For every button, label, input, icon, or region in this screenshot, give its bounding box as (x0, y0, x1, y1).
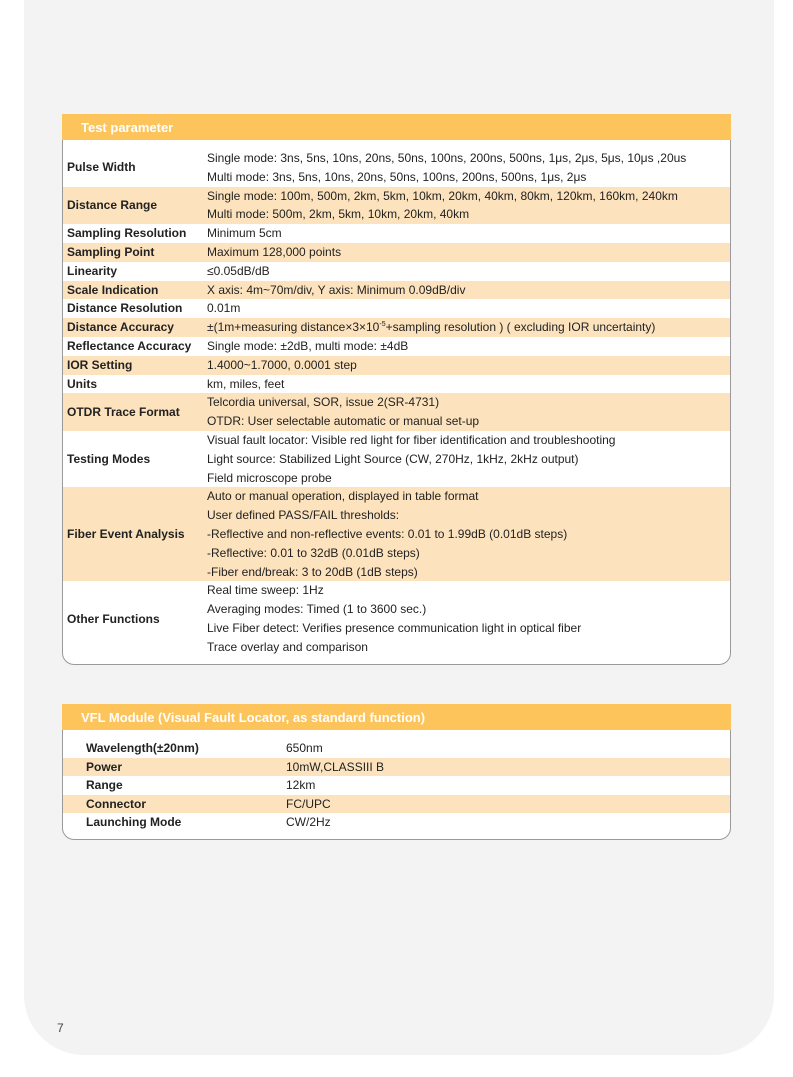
row-value-line: -Reflective and non-reflective events: 0.01 to 1.99dB (0.01dB steps) (207, 526, 568, 541)
table-row (63, 581, 730, 656)
row-label: Linearity (67, 263, 118, 278)
row-value: FC/UPC (286, 796, 331, 811)
row-label: Sampling Point (67, 244, 155, 259)
table-row (63, 776, 730, 795)
row-value-line: -Reflective: 0.01 to 32dB (0.01dB steps) (207, 545, 420, 560)
table-row (63, 224, 730, 243)
row-values (207, 337, 730, 356)
row-value-line: Maximum 128,000 points (207, 244, 342, 259)
row-values (207, 149, 730, 187)
table-row (63, 281, 730, 300)
row-value: 650nm (286, 741, 323, 755)
row-label: Range (86, 778, 123, 793)
row-values (207, 487, 730, 581)
test-parameter-header: Test parameter (62, 114, 731, 140)
row-value-line: OTDR: User selectable automatic or manual set-up (207, 414, 480, 429)
table-row (63, 243, 730, 262)
row-values (207, 299, 730, 318)
row-value-line: Light source: Stabilized Light Source (CW, 270Hz, 1kHz, 2kHz output) (207, 451, 579, 466)
row-value: 12km (286, 778, 316, 793)
row-label: Units (67, 376, 97, 391)
row-value-line: km, miles, feet (207, 376, 285, 391)
row-label: Wavelength(±20nm) (86, 741, 199, 755)
table-row (63, 318, 730, 337)
row-label: IOR Setting (67, 357, 133, 372)
accuracy-exponent: -5 (379, 321, 386, 329)
table-row (63, 431, 730, 487)
table-row (63, 487, 730, 581)
vfl-module-header: VFL Module (Visual Fault Locator, as standard function) (62, 704, 731, 730)
row-value-line: 1.4000~1.7000, 0.0001 step (207, 357, 357, 372)
row-value-line: Single mode: 100m, 500m, 2km, 5km, 10km, 20km, 40km, 80km, 120km, 160km, 240km (207, 188, 678, 203)
row-value-line: Averaging modes: Timed (1 to 3600 sec.) (207, 602, 427, 617)
accuracy-text-before: ±(1m+measuring distance×3×10 (207, 320, 380, 335)
table-row (63, 758, 730, 777)
row-value-line: User defined PASS/FAIL thresholds: (207, 508, 400, 523)
row-label: Launching Mode (86, 815, 182, 830)
row-value-line: Single mode: ±2dB, multi mode: ±4dB (207, 338, 409, 353)
table-row (63, 375, 730, 394)
row-value-line: ≤0.05dB/dB (207, 263, 270, 278)
test-parameter-rows (63, 140, 730, 657)
page-number: 7 (57, 1021, 64, 1035)
row-value: 10mW,CLASSIII B (286, 759, 385, 774)
row-label: Sampling Resolution (67, 226, 187, 241)
accuracy-text-after: +sampling resolution ) ( excluding IOR uncertainty) (385, 320, 656, 335)
row-value-line: Multi mode: 3ns, 5ns, 10ns, 20ns, 50ns, 100ns, 200ns, 500ns, 1μs, 2μs (207, 169, 587, 184)
row-label: Reflectance Accuracy (67, 338, 192, 353)
row-value-line: Auto or manual operation, displayed in table format (207, 489, 479, 504)
row-value-line: -Fiber end/break: 3 to 20dB (1dB steps) (207, 564, 418, 579)
row-label: Distance Range (67, 197, 158, 212)
table-row (63, 393, 730, 431)
row-values (207, 224, 730, 243)
table-row (63, 149, 730, 187)
row-values (207, 581, 730, 656)
table-row (63, 337, 730, 356)
vfl-module-table (62, 704, 731, 840)
row-label: Distance Accuracy (67, 320, 174, 335)
row-label: OTDR Trace Format (67, 404, 180, 419)
row-value-line: Multi mode: 500m, 2km, 5km, 10km, 20km, 40km (207, 207, 470, 222)
row-values (207, 318, 730, 337)
row-value-line: Minimum 5cm (207, 226, 282, 241)
row-value-line: X axis: 4m~70m/div, Y axis: Minimum 0.09dB/div (207, 282, 466, 297)
row-label: Scale Indication (67, 282, 159, 297)
row-label: Distance Resolution (67, 301, 183, 316)
row-values (207, 356, 730, 375)
row-label: Pulse Width (67, 160, 136, 175)
table-row (63, 299, 730, 318)
test-parameter-table (62, 114, 731, 665)
row-values (207, 375, 730, 394)
row-values (207, 393, 730, 431)
row-value: CW/2Hz (286, 815, 331, 830)
row-values (207, 281, 730, 300)
row-value-line: Visual fault locator: Visible red light for fiber identification and troubleshooting (207, 432, 616, 447)
row-label: Power (86, 759, 123, 774)
row-label: Connector (86, 796, 146, 811)
row-value-line (207, 318, 726, 337)
table-row (63, 813, 730, 832)
row-label: Fiber Event Analysis (67, 526, 185, 541)
row-values (207, 187, 730, 225)
table-row (63, 739, 730, 758)
vfl-module-rows (63, 730, 730, 832)
table-row (63, 795, 730, 814)
row-label: Other Functions (67, 611, 160, 626)
table-row (63, 187, 730, 225)
row-value-line: Trace overlay and comparison (207, 639, 368, 654)
row-value-line: Live Fiber detect: Verifies presence communication light in optical fiber (207, 620, 582, 635)
row-values (207, 431, 730, 487)
row-value-line: Field microscope probe (207, 470, 332, 485)
row-values (207, 262, 730, 281)
table-row (63, 262, 730, 281)
row-value-line: Real time sweep: 1Hz (207, 583, 324, 598)
row-value-line: Single mode: 3ns, 5ns, 10ns, 20ns, 50ns, 100ns, 200ns, 500ns, 1μs, 2μs, 5μs, 10μs ,20us (207, 151, 687, 165)
row-value-line: Telcordia universal, SOR, issue 2(SR-4731) (207, 395, 440, 410)
row-value-line: 0.01m (207, 301, 241, 316)
row-label: Testing Modes (67, 451, 151, 466)
row-values (207, 243, 730, 262)
table-row (63, 356, 730, 375)
